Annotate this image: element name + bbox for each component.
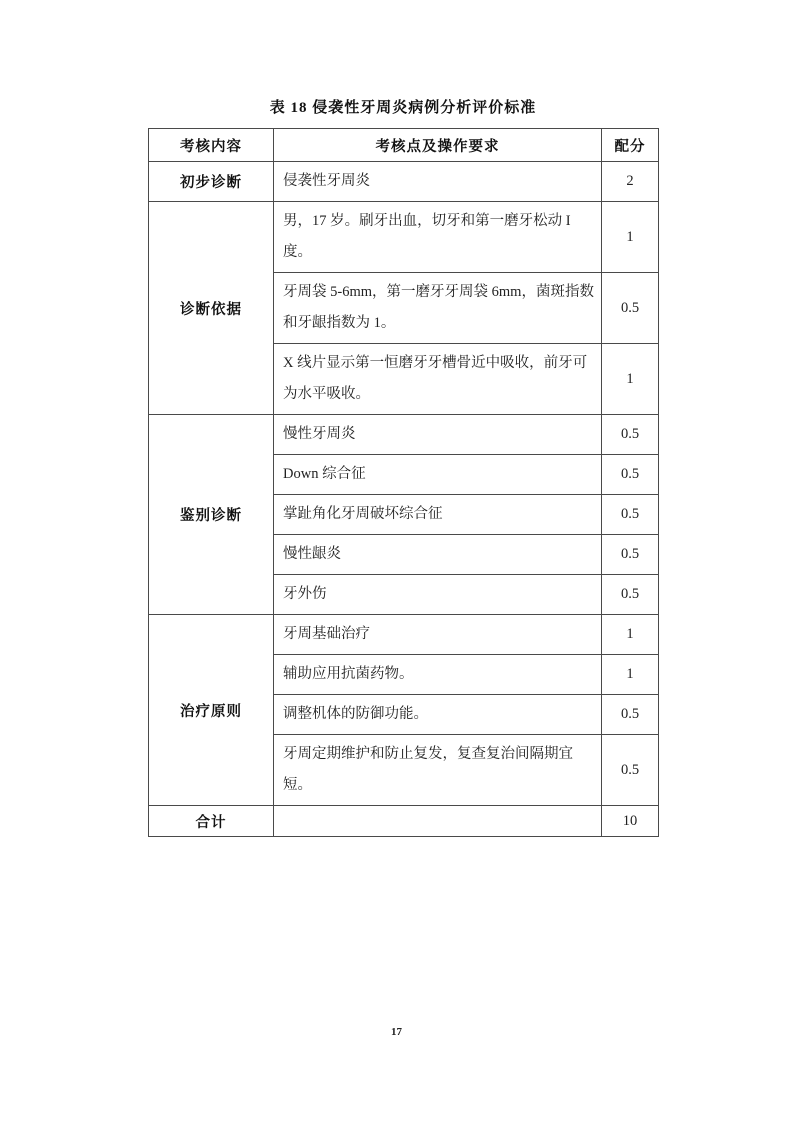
table-title: 表 18 侵袭性牙周炎病例分析评价标准 <box>269 100 537 116</box>
page-number: 17 <box>391 1026 402 1038</box>
total-score-cell: 10 <box>602 806 659 837</box>
content-cell: 侵袭性牙周炎 <box>274 162 602 202</box>
score-cell: 1 <box>602 655 659 695</box>
score-cell: 0.5 <box>602 495 659 535</box>
score-cell: 2 <box>602 162 659 202</box>
content-cell: 牙周定期维护和防止复发，复查复治间隔期宜短。 <box>274 735 602 806</box>
content-cell: 牙周袋 5-6mm，第一磨牙牙周袋 6mm，菌斑指数和牙龈指数为 1。 <box>274 273 602 344</box>
total-content-cell <box>274 806 602 837</box>
score-cell: 0.5 <box>602 415 659 455</box>
score-cell: 1 <box>602 615 659 655</box>
content-cell: 牙周基础治疗 <box>274 615 602 655</box>
header-assessment-points: 考核点及操作要求 <box>274 129 602 162</box>
table-row <box>149 162 659 202</box>
score-cell: 0.5 <box>602 273 659 344</box>
score-cell: 0.5 <box>602 695 659 735</box>
score-cell: 1 <box>602 344 659 415</box>
content-cell: 慢性牙周炎 <box>274 415 602 455</box>
content-cell: 慢性龈炎 <box>274 535 602 575</box>
header-assessment-content: 考核内容 <box>149 129 274 162</box>
total-row <box>149 806 659 837</box>
evaluation-table <box>148 128 659 837</box>
category-cell: 诊断依据 <box>149 202 274 415</box>
score-cell: 0.5 <box>602 735 659 806</box>
total-label-cell: 合计 <box>149 806 274 837</box>
content-cell: 男，17 岁。刷牙出血，切牙和第一磨牙松动 I 度。 <box>274 202 602 273</box>
table-row <box>149 415 659 455</box>
document-content <box>148 96 658 837</box>
header-score-allocation: 配分 <box>602 129 659 162</box>
content-cell: X 线片显示第一恒磨牙牙槽骨近中吸收，前牙可为水平吸收。 <box>274 344 602 415</box>
content-cell: 牙外伤 <box>274 575 602 615</box>
category-cell: 治疗原则 <box>149 615 274 806</box>
category-cell: 初步诊断 <box>149 162 274 202</box>
content-cell: Down 综合征 <box>274 455 602 495</box>
score-cell: 0.5 <box>602 535 659 575</box>
table-row <box>149 202 659 273</box>
score-cell: 0.5 <box>602 575 659 615</box>
category-cell: 鉴别诊断 <box>149 415 274 615</box>
content-cell: 辅助应用抗菌药物。 <box>274 655 602 695</box>
score-cell: 0.5 <box>602 455 659 495</box>
table-header-row <box>149 129 659 162</box>
table-row <box>149 615 659 655</box>
score-cell: 1 <box>602 202 659 273</box>
content-cell: 掌趾角化牙周破坏综合征 <box>274 495 602 535</box>
content-cell: 调整机体的防御功能。 <box>274 695 602 735</box>
